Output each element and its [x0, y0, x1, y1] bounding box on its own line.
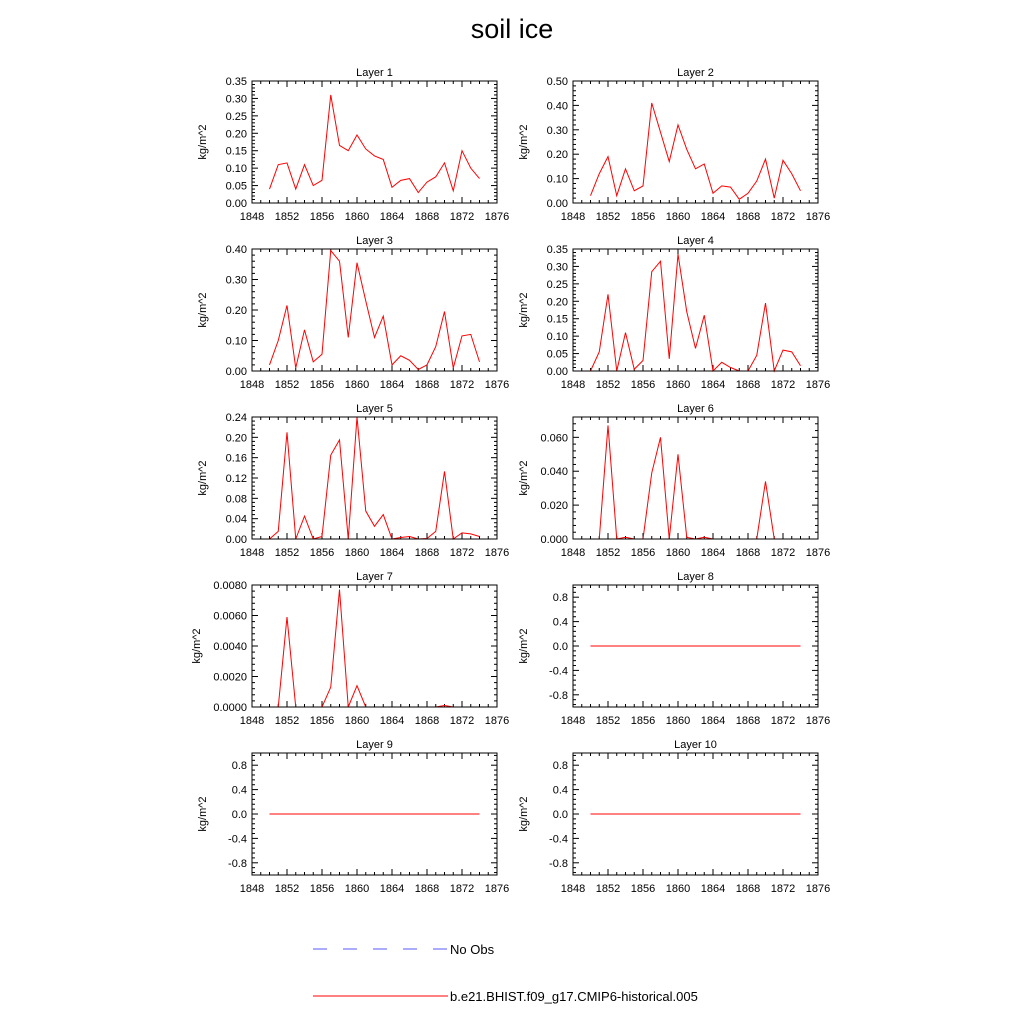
x-tick-label: 1852 — [595, 211, 621, 223]
y-axis-label: kg/m^2 — [518, 292, 530, 328]
y-tick-label: 0.8 — [552, 592, 568, 605]
x-tick-label: 1868 — [414, 547, 440, 559]
y-tick-label: 0.10 — [546, 331, 568, 344]
chart-panel-4 — [518, 235, 830, 391]
plot-frame — [573, 417, 818, 539]
x-tick-label: 1864 — [379, 883, 405, 895]
y-tick-label: 0.020 — [540, 500, 568, 513]
y-axis-label: kg/m^2 — [191, 628, 203, 664]
x-tick-label: 1872 — [770, 715, 796, 727]
x-tick-label: 1868 — [735, 547, 761, 559]
x-tick-label: 1856 — [309, 883, 335, 895]
series-line — [591, 254, 801, 371]
x-tick-label: 1864 — [700, 547, 726, 559]
y-tick-label: 0.0040 — [213, 641, 247, 653]
x-tick-label: 1876 — [805, 547, 831, 559]
y-tick-label: 0.10 — [225, 335, 247, 348]
x-tick-label: 1872 — [449, 379, 475, 391]
y-tick-label: 0.40 — [546, 100, 568, 113]
chart-panel-9 — [197, 739, 509, 895]
y-tick-label: 0.00 — [225, 366, 247, 378]
chart-panel-10 — [518, 739, 830, 895]
x-tick-label: 1856 — [630, 883, 656, 895]
y-tick-label: 0.00 — [225, 198, 247, 210]
x-tick-label: 1876 — [484, 547, 510, 559]
chart-panel-1 — [197, 67, 509, 223]
x-tick-label: 1848 — [239, 211, 265, 223]
x-tick-label: 1856 — [309, 547, 335, 559]
panel-title: Layer 1 — [356, 67, 393, 79]
y-tick-label: -0.4 — [228, 833, 247, 846]
y-tick-label: 0.04 — [225, 513, 247, 526]
x-tick-label: 1868 — [735, 211, 761, 223]
x-tick-label: 1852 — [595, 379, 621, 391]
y-tick-label: 0.0060 — [213, 610, 247, 623]
x-tick-label: 1868 — [414, 211, 440, 223]
x-tick-label: 1876 — [805, 883, 831, 895]
y-axis-label: kg/m^2 — [518, 460, 530, 496]
x-tick-label: 1868 — [735, 379, 761, 391]
y-tick-label: 0.25 — [225, 110, 247, 123]
y-tick-label: 0.05 — [225, 180, 247, 193]
y-axis-label: kg/m^2 — [197, 124, 209, 160]
x-tick-label: 1860 — [344, 379, 370, 391]
chart-panel-7 — [191, 571, 509, 727]
x-tick-label: 1876 — [484, 211, 510, 223]
panel-title: Layer 6 — [677, 403, 714, 415]
chart-panel-3 — [197, 235, 509, 391]
y-tick-label: 0.30 — [546, 261, 568, 274]
chart-panel-2 — [518, 67, 830, 223]
x-tick-label: 1852 — [595, 547, 621, 559]
x-tick-label: 1876 — [805, 211, 831, 223]
y-tick-label: 0.4 — [552, 784, 568, 797]
y-tick-label: 0.8 — [231, 760, 247, 773]
x-tick-label: 1876 — [484, 379, 510, 391]
x-tick-label: 1876 — [805, 715, 831, 727]
y-tick-label: -0.8 — [228, 857, 247, 870]
y-tick-label: 0.4 — [231, 784, 247, 797]
y-tick-label: 0.35 — [225, 76, 247, 88]
y-tick-label: -0.8 — [549, 689, 568, 702]
x-tick-label: 1876 — [484, 883, 510, 895]
y-tick-label: 0.20 — [546, 296, 568, 309]
y-tick-label: -0.4 — [549, 833, 568, 846]
x-tick-label: 1848 — [239, 883, 265, 895]
y-tick-label: -0.8 — [549, 857, 568, 870]
x-tick-label: 1872 — [770, 547, 796, 559]
x-tick-label: 1860 — [665, 211, 691, 223]
y-tick-label: 0.0 — [552, 809, 568, 821]
panel-title: Layer 7 — [356, 571, 393, 583]
x-tick-label: 1852 — [595, 883, 621, 895]
x-tick-label: 1848 — [239, 715, 265, 727]
x-tick-label: 1864 — [700, 211, 726, 223]
y-tick-label: 0.16 — [225, 452, 247, 465]
series-line — [591, 103, 801, 199]
x-tick-label: 1848 — [560, 883, 586, 895]
y-tick-label: 0.00 — [546, 198, 568, 210]
x-tick-label: 1856 — [630, 379, 656, 391]
series-line — [270, 590, 480, 707]
y-tick-label: 0.20 — [225, 128, 247, 141]
x-tick-label: 1848 — [239, 547, 265, 559]
y-tick-label: 0.15 — [546, 313, 568, 326]
plot-frame — [252, 249, 497, 371]
x-tick-label: 1864 — [379, 715, 405, 727]
x-tick-label: 1856 — [309, 211, 335, 223]
y-tick-label: 0.00 — [225, 534, 247, 546]
x-tick-label: 1852 — [274, 547, 300, 559]
y-axis-label: kg/m^2 — [518, 124, 530, 160]
y-tick-label: 0.0080 — [213, 580, 247, 592]
y-tick-label: 0.0 — [231, 809, 247, 821]
x-tick-label: 1860 — [344, 547, 370, 559]
x-tick-label: 1852 — [595, 715, 621, 727]
y-tick-label: 0.30 — [225, 93, 247, 106]
y-tick-label: 0.15 — [225, 145, 247, 158]
x-tick-label: 1860 — [665, 379, 691, 391]
x-tick-label: 1872 — [770, 379, 796, 391]
y-tick-label: 0.50 — [546, 76, 568, 88]
y-tick-label: 0.4 — [552, 616, 568, 629]
plot-frame — [573, 81, 818, 203]
series-line — [270, 251, 480, 370]
y-tick-label: -0.4 — [549, 665, 568, 678]
x-tick-label: 1856 — [309, 379, 335, 391]
plot-frame — [252, 585, 497, 707]
y-tick-label: 0.40 — [225, 244, 247, 256]
y-tick-label: 0.0 — [552, 641, 568, 653]
x-tick-label: 1872 — [449, 211, 475, 223]
y-tick-label: 0.0000 — [213, 702, 247, 714]
x-tick-label: 1848 — [239, 379, 265, 391]
y-tick-label: 0.040 — [540, 466, 568, 479]
figure-title: soil ice — [470, 14, 554, 44]
chart-panel-5 — [197, 403, 509, 559]
x-tick-label: 1860 — [344, 211, 370, 223]
y-axis-label: kg/m^2 — [197, 292, 209, 328]
y-tick-label: 0.20 — [225, 305, 247, 317]
x-tick-label: 1872 — [770, 883, 796, 895]
x-tick-label: 1872 — [449, 547, 475, 559]
y-tick-label: 0.8 — [552, 760, 568, 773]
plot-frame — [252, 81, 497, 203]
x-tick-label: 1868 — [735, 715, 761, 727]
y-tick-label: 0.10 — [225, 163, 247, 176]
x-tick-label: 1856 — [630, 715, 656, 727]
series-line — [270, 417, 480, 539]
x-tick-label: 1872 — [449, 715, 475, 727]
legend-label: b.e21.BHIST.f09_g17.CMIP6-historical.005 — [450, 989, 698, 1004]
y-axis-label: kg/m^2 — [197, 796, 209, 832]
y-tick-label: 0.30 — [225, 274, 247, 287]
x-tick-label: 1868 — [414, 379, 440, 391]
panel-title: Layer 4 — [677, 235, 714, 247]
x-tick-label: 1860 — [665, 715, 691, 727]
y-tick-label: 0.20 — [546, 149, 568, 162]
x-tick-label: 1852 — [274, 883, 300, 895]
plot-frame — [252, 417, 497, 539]
x-tick-label: 1864 — [379, 211, 405, 223]
x-tick-label: 1864 — [379, 547, 405, 559]
legend-label: No Obs — [450, 942, 495, 957]
y-tick-label: 0.20 — [225, 432, 247, 445]
x-tick-label: 1852 — [274, 715, 300, 727]
y-tick-label: 0.24 — [225, 412, 247, 424]
x-tick-label: 1856 — [630, 211, 656, 223]
panel-title: Layer 10 — [674, 739, 717, 751]
x-tick-label: 1848 — [560, 211, 586, 223]
y-axis-label: kg/m^2 — [197, 460, 209, 496]
y-tick-label: 0.30 — [546, 124, 568, 137]
x-tick-label: 1868 — [414, 715, 440, 727]
x-tick-label: 1860 — [344, 883, 370, 895]
panel-title: Layer 5 — [356, 403, 393, 415]
x-tick-label: 1876 — [805, 379, 831, 391]
y-tick-label: 0.060 — [540, 432, 568, 445]
x-tick-label: 1848 — [560, 547, 586, 559]
x-tick-label: 1868 — [735, 883, 761, 895]
x-tick-label: 1864 — [379, 379, 405, 391]
x-tick-label: 1860 — [665, 883, 691, 895]
y-tick-label: 0.00 — [546, 366, 568, 378]
y-tick-label: 0.25 — [546, 278, 568, 291]
x-tick-label: 1852 — [274, 379, 300, 391]
y-tick-label: 0.12 — [225, 473, 247, 485]
x-tick-label: 1864 — [700, 379, 726, 391]
panel-title: Layer 9 — [356, 739, 393, 751]
y-tick-label: 0.08 — [225, 493, 247, 506]
x-tick-label: 1860 — [344, 715, 370, 727]
x-tick-label: 1872 — [770, 211, 796, 223]
y-tick-label: 0.000 — [540, 534, 568, 546]
x-tick-label: 1860 — [665, 547, 691, 559]
x-tick-label: 1848 — [560, 379, 586, 391]
x-tick-label: 1848 — [560, 715, 586, 727]
x-tick-label: 1872 — [449, 883, 475, 895]
series-line — [270, 95, 480, 193]
chart-panel-8 — [518, 571, 830, 727]
panel-title: Layer 3 — [356, 235, 393, 247]
x-tick-label: 1856 — [630, 547, 656, 559]
y-axis-label: kg/m^2 — [518, 796, 530, 832]
x-tick-label: 1876 — [484, 715, 510, 727]
y-tick-label: 0.35 — [546, 244, 568, 256]
x-tick-label: 1864 — [700, 883, 726, 895]
panel-title: Layer 8 — [677, 571, 714, 583]
x-tick-label: 1856 — [309, 715, 335, 727]
y-axis-label: kg/m^2 — [518, 628, 530, 664]
x-tick-label: 1852 — [274, 211, 300, 223]
x-tick-label: 1864 — [700, 715, 726, 727]
y-tick-label: 0.0020 — [213, 671, 247, 684]
chart-panel-6 — [518, 403, 830, 559]
y-tick-label: 0.10 — [546, 173, 568, 186]
x-tick-label: 1868 — [414, 883, 440, 895]
panel-title: Layer 2 — [677, 67, 714, 79]
y-tick-label: 0.05 — [546, 348, 568, 361]
series-line — [591, 425, 801, 539]
